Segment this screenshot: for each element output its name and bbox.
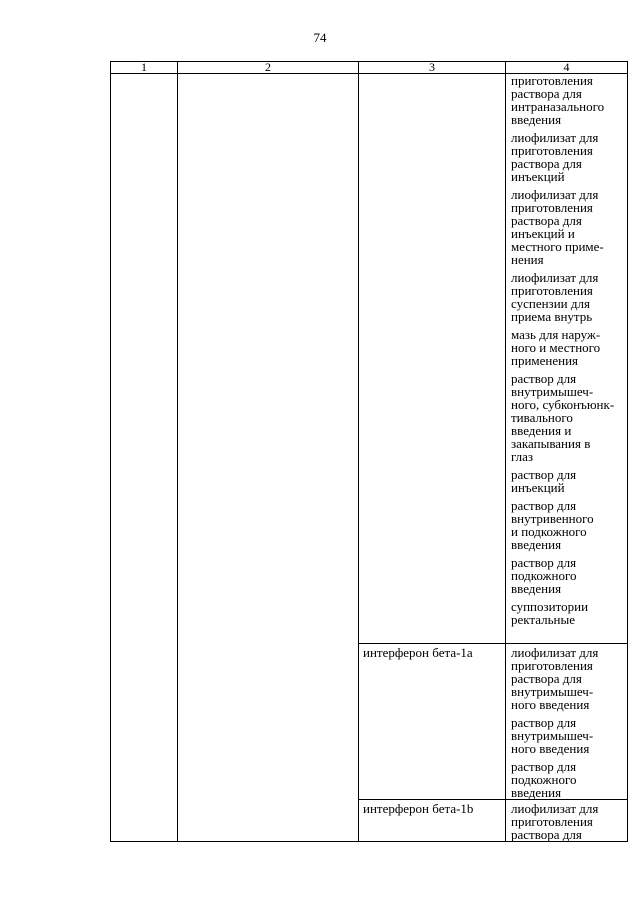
- dosage-forms-cell: [506, 644, 628, 800]
- dosage-form: суппозитории ректальные: [511, 599, 589, 627]
- dosage-form: раствор для внутримышеч- ного, субконъюнк- тивального введения и закапывания в глаз: [511, 371, 615, 464]
- dosage-form: лиофилизат для приготовления раствора для внутримышеч- ного введения: [511, 645, 599, 712]
- table-header-row: [111, 62, 628, 74]
- dosage-form: раствор для внутримышеч- ного введения: [511, 715, 594, 756]
- drug-table: [110, 61, 628, 842]
- table-row: [111, 74, 628, 644]
- dosage-form: лиофилизат для приготовления раствора для инъекций: [511, 130, 599, 184]
- dosage-forms-cell: [506, 800, 628, 842]
- header-col-2: 2: [178, 62, 359, 74]
- page-number: 74: [313, 30, 327, 45]
- dosage-form: лиофилизат для приготовления суспензии для приема внутрь: [511, 270, 599, 324]
- code-cell: [111, 74, 178, 842]
- dosage-form: раствор для внутривенного и подкожного введения: [511, 498, 594, 552]
- drug-name-cell: интерферон бета-1a: [359, 644, 506, 800]
- header-col-3: 3: [359, 62, 506, 74]
- dosage-form: лиофилизат для приготовления раствора для инъекций и местного приме- нения: [511, 187, 604, 267]
- dosage-form: лиофилизат для приготовления раствора для: [511, 801, 599, 842]
- dosage-forms-cell: [506, 74, 628, 644]
- dosage-form: раствор для подкожного введения: [511, 759, 577, 800]
- group-cell: [178, 74, 359, 842]
- dosage-form: раствор для подкожного введения: [511, 555, 577, 596]
- drug-name-cell: [359, 74, 506, 644]
- header-col-4: 4: [506, 62, 628, 74]
- dosage-form: приготовления раствора для интраназального введения: [511, 73, 605, 127]
- dosage-form: раствор для инъекций: [511, 467, 577, 495]
- drug-name-cell: интерферон бета-1b: [359, 800, 506, 842]
- dosage-form: мазь для наруж- ного и местного применения: [511, 327, 601, 368]
- header-col-1: 1: [111, 62, 178, 74]
